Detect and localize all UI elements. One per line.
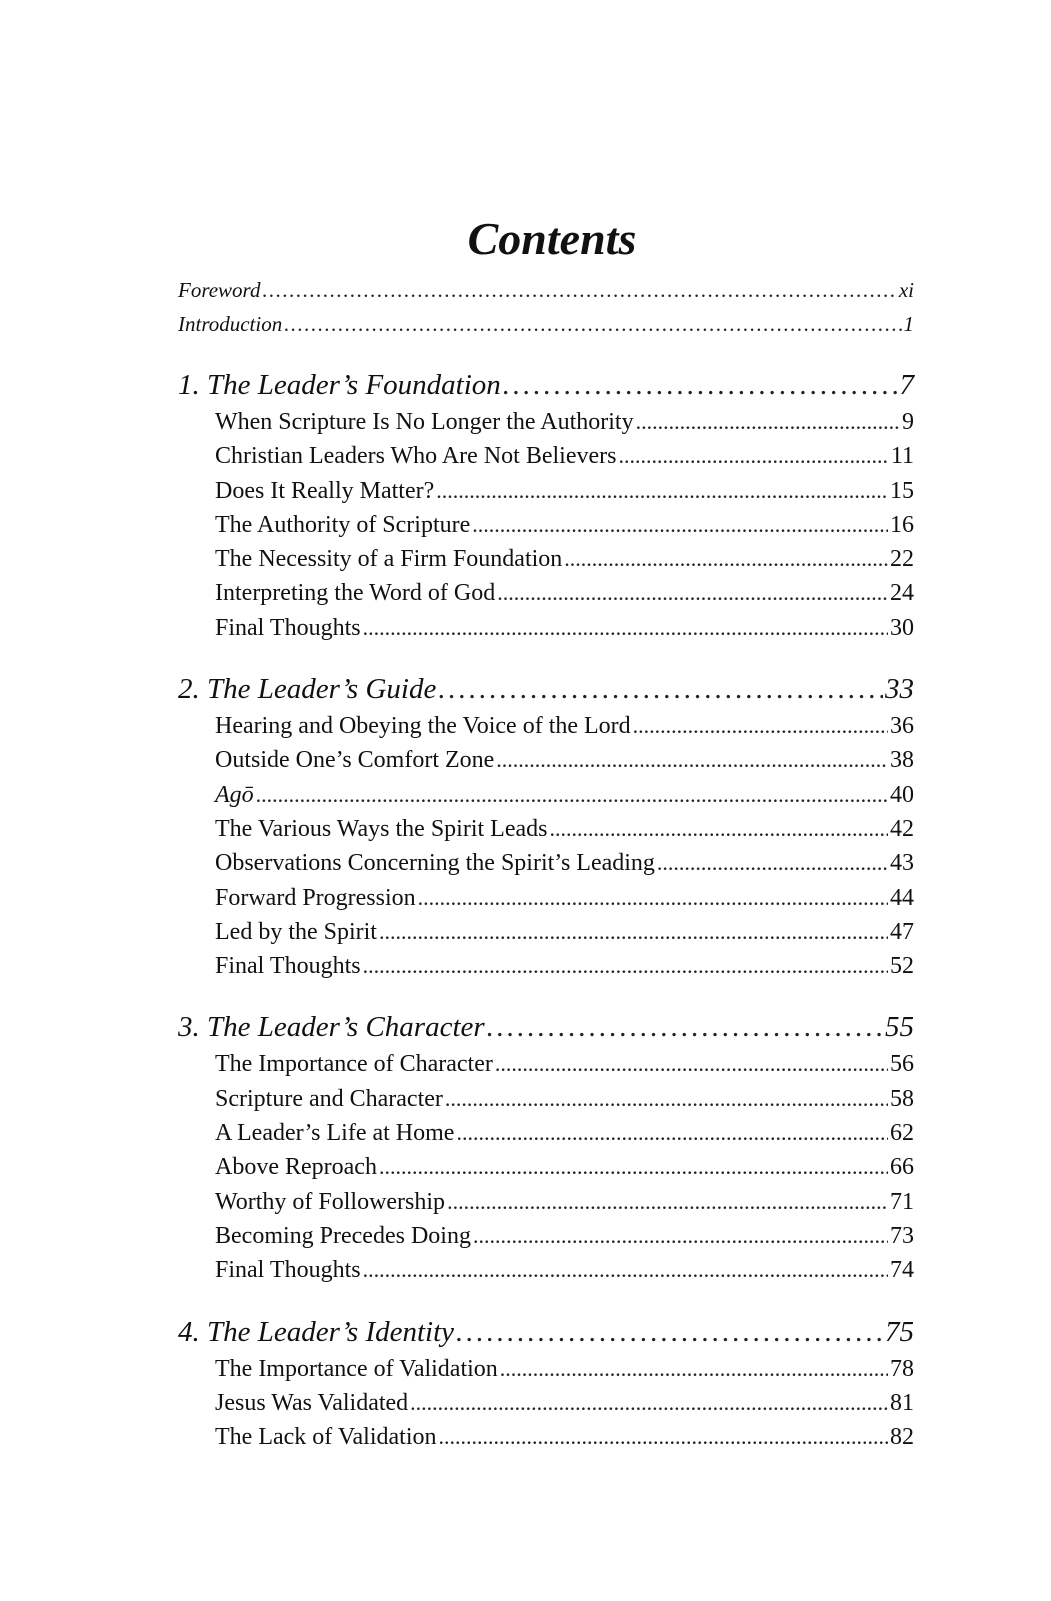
- chapter-block-1: [178, 365, 914, 645]
- toc-entry-label: Forward Progression: [215, 884, 416, 911]
- toc-entry[interactable]: [178, 508, 914, 542]
- toc-entry-label: Worthy of Followership: [215, 1188, 446, 1215]
- dot-leader: [438, 669, 883, 709]
- toc-entry[interactable]: [178, 1047, 914, 1081]
- toc-entry-page: 82: [890, 1424, 914, 1451]
- toc-entry-page: 16: [890, 511, 914, 538]
- toc-entry[interactable]: [178, 1386, 914, 1420]
- dot-leader: [472, 508, 888, 541]
- dot-leader: [410, 1386, 888, 1419]
- toc-entry[interactable]: [178, 1082, 914, 1116]
- toc-entry[interactable]: [178, 881, 914, 915]
- toc-entry-label: Jesus Was Validated: [215, 1389, 409, 1416]
- toc-entry-label: The Importance of Validation: [215, 1355, 498, 1382]
- toc-entry-page: 44: [890, 884, 914, 911]
- dot-leader: [633, 709, 888, 742]
- dot-leader: [657, 846, 888, 879]
- toc-entry-page: 78: [890, 1355, 914, 1382]
- chapter-block-3: [178, 1007, 914, 1287]
- toc-entry-page: 24: [890, 580, 914, 607]
- toc-entry[interactable]: [178, 1185, 914, 1219]
- toc-entry-page: 43: [890, 850, 914, 877]
- toc-entry-page: 73: [890, 1222, 914, 1249]
- dot-leader: [473, 1219, 888, 1252]
- toc-entry-page: 42: [890, 815, 914, 842]
- toc-entry-introduction[interactable]: [178, 307, 914, 341]
- toc-entry-page: 1: [903, 312, 914, 336]
- toc-entry-foreword[interactable]: [178, 273, 914, 307]
- dot-leader: [636, 405, 900, 438]
- dot-leader: [618, 439, 888, 472]
- toc-entry-label: The Necessity of a Firm Foundation: [215, 546, 563, 573]
- toc-entry-page: 74: [890, 1257, 914, 1284]
- dot-leader: [379, 1150, 888, 1183]
- toc-entry-page: 56: [890, 1051, 914, 1078]
- toc-entry[interactable]: [178, 1219, 914, 1253]
- toc-entry-label: The Authority of Scripture: [215, 511, 471, 538]
- toc-entry-label: Above Reproach: [215, 1154, 377, 1181]
- toc-entry-page: 62: [890, 1120, 914, 1147]
- toc-entry[interactable]: [178, 812, 914, 846]
- dot-leader: [445, 1082, 888, 1115]
- toc-entry-label: The Importance of Character: [215, 1051, 493, 1078]
- dot-leader: [262, 273, 896, 307]
- toc-entry-label: Becoming Precedes Doing: [215, 1222, 471, 1249]
- toc-entry[interactable]: [178, 915, 914, 949]
- toc-entry-label: Final Thoughts: [215, 1257, 361, 1284]
- toc-entry-page: 11: [890, 443, 914, 470]
- toc-entry-label: Final Thoughts: [215, 614, 361, 641]
- toc-entry-label: Foreword: [178, 278, 261, 302]
- chapter-block-4: [178, 1312, 914, 1455]
- dot-leader: [363, 1253, 888, 1286]
- toc-entry-page: 38: [890, 747, 914, 774]
- toc-entry-label: Led by the Spirit: [215, 918, 377, 945]
- toc-entry[interactable]: [178, 709, 914, 743]
- toc-entry-label: When Scripture Is No Longer the Authority: [215, 409, 634, 435]
- toc-entry-label: Interpreting the Word of God: [215, 580, 496, 607]
- dot-leader: [564, 542, 888, 575]
- toc-entry-label: Agō: [215, 781, 254, 808]
- toc-entry[interactable]: [178, 542, 914, 576]
- toc-entry-page: 40: [890, 781, 914, 808]
- toc-entry[interactable]: [178, 743, 914, 777]
- toc-entry-label: Observations Concerning the Spirit’s Leading: [215, 850, 655, 877]
- toc-entry-label: Final Thoughts: [215, 953, 361, 980]
- page-title: Contents: [467, 213, 637, 264]
- chapter-page: 33: [885, 673, 914, 706]
- dot-leader: [363, 949, 888, 982]
- toc-entry-page: 66: [890, 1154, 914, 1181]
- dot-leader: [447, 1185, 888, 1218]
- chapter-heading[interactable]: [178, 1007, 914, 1047]
- table-of-contents: [178, 205, 914, 1454]
- toc-entry-page: xi: [898, 278, 914, 302]
- toc-entry[interactable]: [178, 439, 914, 473]
- toc-entry-label: The Various Ways the Spirit Leads: [215, 815, 548, 842]
- chapter-page: 55: [885, 1011, 914, 1044]
- toc-entry-page: 58: [890, 1085, 914, 1112]
- toc-entry[interactable]: [178, 405, 914, 439]
- chapter-page: 75: [885, 1315, 914, 1348]
- toc-entry-label: Christian Leaders Who Are Not Believers: [215, 443, 617, 470]
- toc-entry-label: Outside One’s Comfort Zone: [215, 747, 495, 774]
- dot-leader: [496, 743, 888, 776]
- toc-entry-page: 15: [890, 477, 914, 504]
- toc-entry[interactable]: [178, 611, 914, 645]
- toc-entry[interactable]: [178, 474, 914, 508]
- chapter-heading[interactable]: [178, 669, 914, 709]
- toc-entry[interactable]: [178, 949, 914, 983]
- toc-entry-label: The Lack of Validation: [215, 1424, 437, 1451]
- chapter-block-2: [178, 669, 914, 983]
- toc-entry-page: 52: [890, 953, 914, 980]
- chapter-heading[interactable]: [178, 1312, 914, 1352]
- toc-entry[interactable]: [178, 1116, 914, 1150]
- toc-entry[interactable]: [178, 1253, 914, 1287]
- toc-entry-page: 22: [890, 546, 914, 573]
- toc-entry-label: Scripture and Character: [215, 1085, 443, 1112]
- toc-entry-page: 30: [890, 614, 914, 641]
- toc-entry-page: 81: [890, 1389, 914, 1416]
- chapter-title: 3. The Leader’s Character: [178, 1011, 485, 1044]
- toc-entry-label: Hearing and Obeying the Voice of the Lord: [215, 713, 631, 740]
- dot-leader: [500, 1352, 888, 1385]
- dot-leader: [284, 307, 901, 341]
- toc-entry[interactable]: [178, 1150, 914, 1184]
- chapter-page: 7: [899, 369, 914, 401]
- toc-entry-page: 47: [890, 918, 914, 945]
- dot-leader: [363, 611, 888, 644]
- toc-entry-label: Does It Really Matter?: [215, 477, 435, 504]
- toc-entry[interactable]: [178, 846, 914, 880]
- dot-leader: [456, 1312, 883, 1352]
- chapter-title: 4. The Leader’s Identity: [178, 1315, 455, 1348]
- toc-entry-page: 36: [890, 713, 914, 740]
- dot-leader: [497, 576, 888, 609]
- chapter-title: 2. The Leader’s Guide: [178, 673, 437, 706]
- toc-entry[interactable]: [178, 1352, 914, 1386]
- dot-leader: [549, 812, 888, 845]
- dot-leader: [379, 915, 888, 948]
- dot-leader: [503, 365, 898, 405]
- dot-leader: [487, 1007, 883, 1047]
- toc-entry[interactable]: [178, 778, 914, 812]
- dot-leader: [256, 778, 888, 811]
- toc-entry[interactable]: [178, 1420, 914, 1454]
- toc-entry-label: Introduction: [178, 312, 283, 336]
- dot-leader: [418, 881, 888, 914]
- chapter-title: 1. The Leader’s Foundation: [178, 369, 501, 401]
- dot-leader: [436, 474, 888, 507]
- toc-entry[interactable]: [178, 576, 914, 610]
- toc-entry-page: 71: [890, 1188, 914, 1215]
- chapter-heading[interactable]: [178, 365, 914, 405]
- dot-leader: [495, 1047, 888, 1080]
- dot-leader: [456, 1116, 888, 1149]
- dot-leader: [438, 1420, 888, 1453]
- toc-entry-label: A Leader’s Life at Home: [215, 1120, 455, 1147]
- toc-entry-page: 9: [902, 409, 914, 435]
